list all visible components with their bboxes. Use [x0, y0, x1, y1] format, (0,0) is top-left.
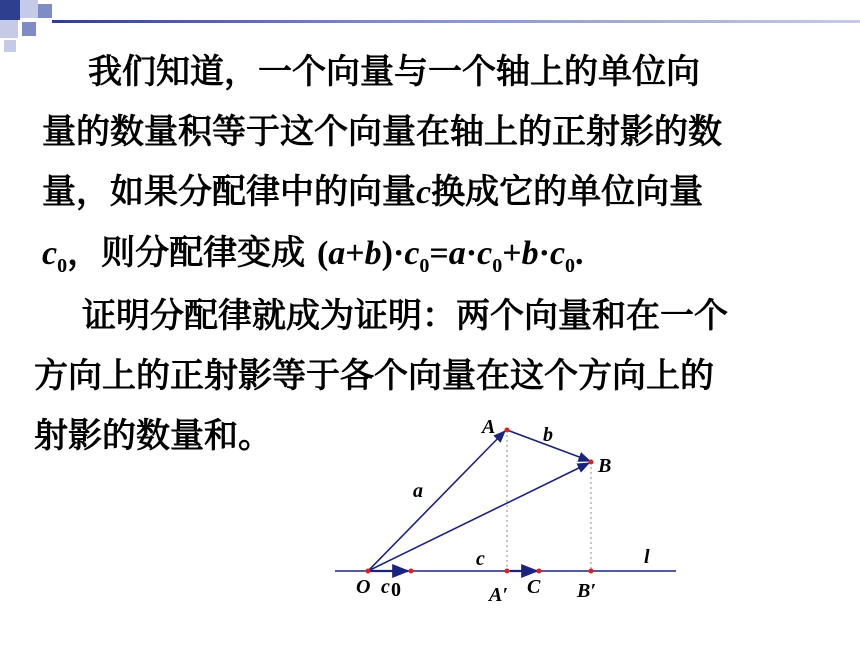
point-O: [366, 569, 371, 574]
para1-line4-text: ，则分配律变成: [67, 233, 317, 273]
formula-a: a: [328, 235, 346, 272]
label-A: A: [482, 416, 496, 438]
label-Aprime: A′: [489, 584, 508, 606]
label-c0-sub: 0: [391, 579, 401, 601]
para1-line1: 我们知道，一个向量与一个轴上的单位向: [88, 52, 700, 92]
formula-plus2: +: [502, 235, 522, 272]
point-A: [505, 428, 510, 433]
formula-c0-2: c: [477, 235, 493, 272]
formula-plus: +: [345, 235, 365, 272]
vector-c0: c: [42, 235, 58, 272]
label-a: a: [413, 480, 423, 502]
sub-0-3: 0: [565, 254, 576, 277]
formula-end: .: [575, 235, 584, 272]
paren-open: (: [316, 235, 329, 272]
para2-line2: 方向上的正射影等于各个向量在这个方向上的: [34, 356, 714, 396]
label-l: l: [644, 546, 650, 568]
vector-c: c: [416, 174, 432, 211]
point-Bprime: [589, 569, 594, 574]
point-Aprime: [505, 569, 510, 574]
formula-dot: ·: [465, 235, 478, 272]
formula-b: b: [364, 235, 382, 272]
para1-line3-b: 换成它的单位向量: [431, 172, 704, 212]
sub-0-2: 0: [492, 254, 503, 277]
label-b: b: [543, 424, 553, 446]
formula-eq: =: [429, 235, 449, 272]
formula-b2: b: [521, 235, 539, 272]
label-O: O: [356, 576, 371, 598]
formula-c0-1: c: [404, 235, 420, 272]
point-B: [589, 460, 594, 465]
label-c: c: [476, 548, 485, 570]
para2-line3: 射影的数量和。: [34, 416, 272, 456]
para2-line1: 证明分配律就成为证明：两个向量和在一个: [82, 296, 728, 336]
label-c0: c: [381, 576, 390, 598]
sub-0-1: 0: [419, 254, 430, 277]
formula-dot2: ·: [538, 235, 550, 272]
point-c0-end: [409, 569, 414, 574]
point-C: [537, 569, 542, 574]
para1-line2: 量的数量积等于这个向量在轴上的正射影的数: [42, 112, 722, 152]
formula-a2: a: [448, 235, 466, 272]
sub-0: 0: [57, 254, 68, 277]
label-B: B: [598, 455, 612, 477]
label-Bprime: B′: [577, 580, 596, 602]
paren-close: )·: [381, 235, 405, 272]
label-C: C: [527, 576, 541, 598]
para1-line3-a: 量，如果分配律中的向量: [42, 172, 416, 212]
formula-c0-3: c: [549, 235, 566, 272]
